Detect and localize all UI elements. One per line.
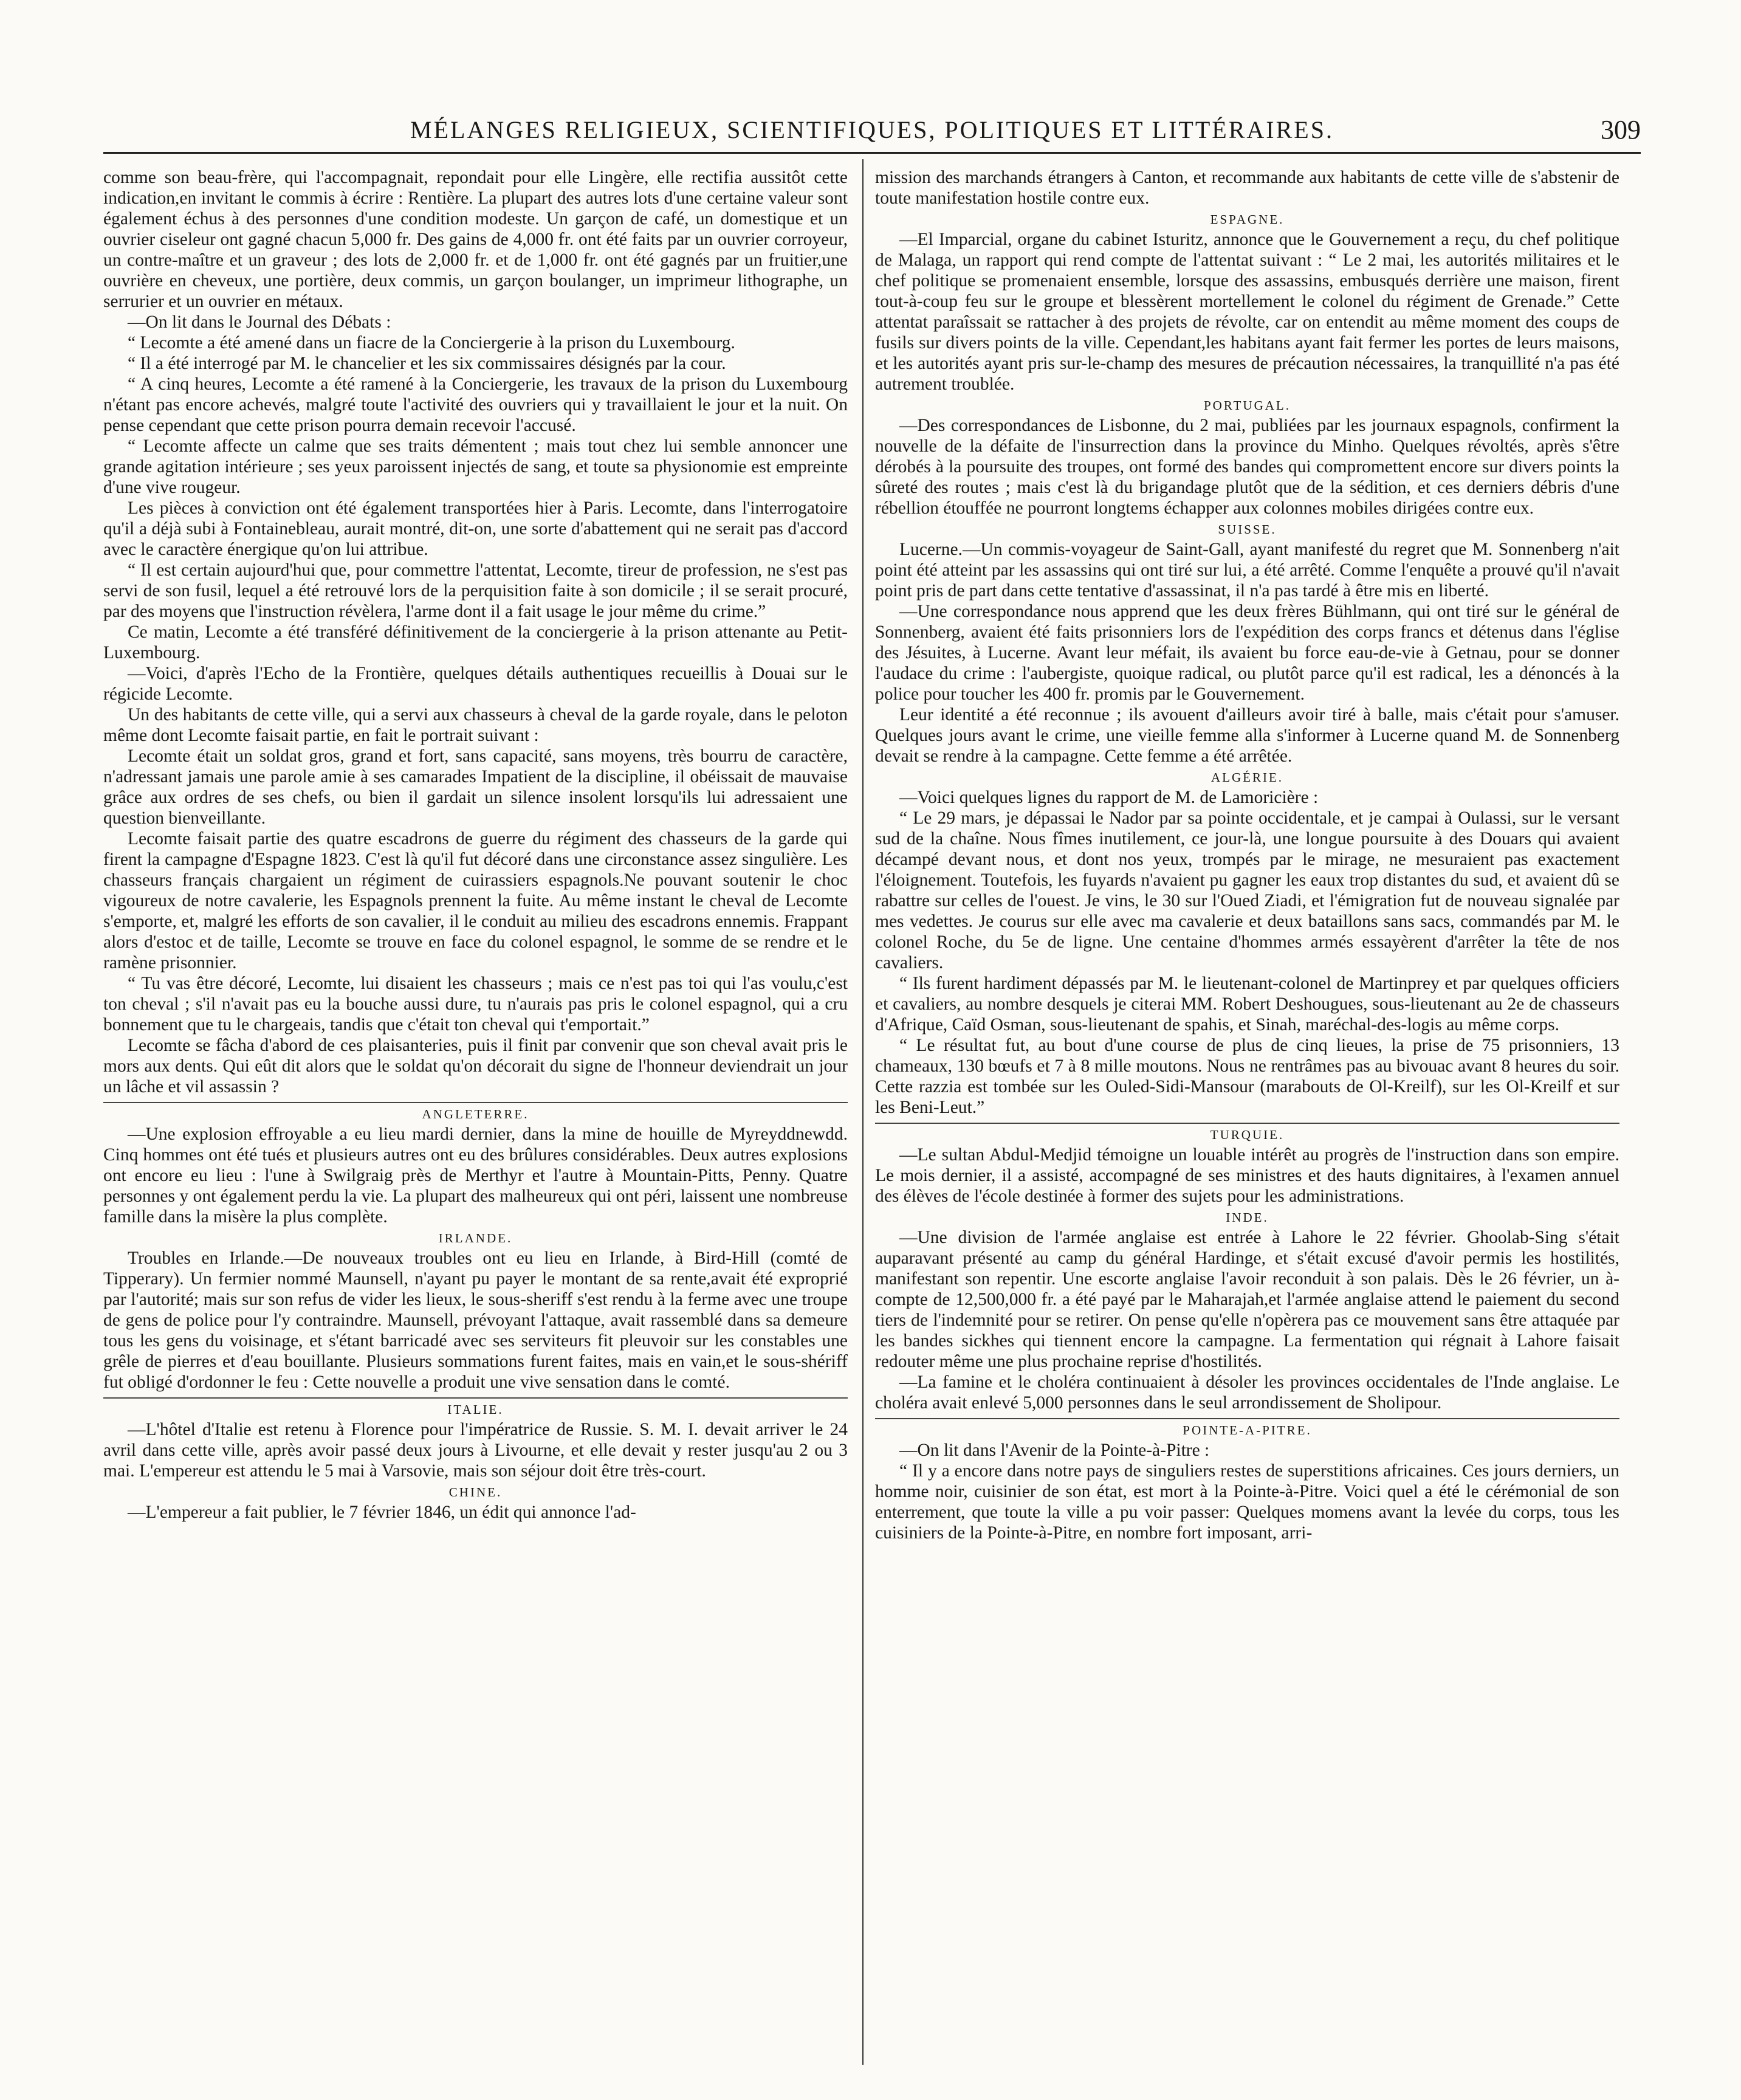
- section-heading: CHINE.: [448, 1485, 503, 1499]
- right-column: [875, 167, 1619, 2070]
- article-paragraph: —L'empereur a fait publier, le 7 février 1846, un édit qui annonce l'ad-: [128, 1503, 636, 1522]
- article-paragraph: —El Imparcial, organe du cabinet Isturitz, annonce que le Gouvernement a reçu, du chef politique de Malaga, un rapport qui rend compte de l'attentat suivant : “ Le 2 mai, les autorités militaires et le chef politique se promenaient ensemble, lorsque des assassins, embusqués derrière une maison, firent tout-à-coup feu sur le groupe et blessèrent mortellement le colonel du régiment de Grenade.” Cette attentat paraîssait se rattacher à des projets de révolte, car on entendit au même moment des coups de fusils sur divers points de la ville. Cependant,les habitans ayant fait fermer les portes de leurs maisons, et les autorités ayant pris sur-le-champ des mesures de précaution nécessaires, la tranquillité n'a pas été autrement troublée.: [875, 230, 1619, 394]
- section-heading: ALGÉRIE.: [1210, 770, 1284, 785]
- article-paragraph: “ Le 29 mars, je dépassai le Nador par sa pointe occidentale, et je campai à Oulassi, sur le versant sud de la chaîne. Nous fîmes inutilement, ce jour-là, une longue poursuite à des Douars qui avaient décampé devant nous, et dont nos yeux, trompés par le mirage, ne mesuraient pas exactement l'éloignement. Toutefois, les fuyards n'avaient pu gagner les eaux trop distantes du sud, et avaient dû se rabattre sur celles de l'ouest. Je vins, le 30 sur l'Oued Ziadi, et l'émigration fut de nouveau signalée par mes vedettes. Je courus sur elle avec ma cavalerie et deux bataillons sans sacs, commandés par M. le colonel Roche, du 5e de ligne. Une centaine d'hommes armés essayèrent d'arrêter la tête de nos cavaliers.: [875, 808, 1619, 973]
- article-paragraph: mission des marchands étrangers à Canton, et recommande aux habitants de cette ville de s'abstenir de toute manifestation hostile contre eux.: [875, 168, 1619, 208]
- article-paragraph: Ce matin, Lecomte a été transféré définitivement de la conciergerie à la prison attenante au Petit-Luxembourg.: [103, 622, 848, 663]
- article-paragraph: “ Il est certain aujourd'hui que, pour commettre l'attentat, Lecomte, tireur de profession, ne s'est pas servi de son fusil, lequel a été retrouvé lors de la perquisition faite à son domicile ; il se serait procuré, par des moyens que l'instruction révèlera, l'arme dont il a fait usage le jour même du crime.”: [103, 560, 848, 621]
- article-paragraph: “ Lecomte affecte un calme que ses traits démentent ; mais tout chez lui semble annoncer une grande agitation intérieure ; ses yeux paroissent injectés de sang, et toute sa physionomie est empreinte d'une vive rougeur.: [103, 436, 848, 497]
- article-paragraph: —Une division de l'armée anglaise est entrée à Lahore le 22 février. Ghoolab-Sing s'était auparavant présenté au camp du général Hardinge, et s'était excusé d'avoir permis les hostilités, manifestant son repentir. Une escorte anglaise l'avoir reconduit à son palais. Dès le 26 février, un à-compte de 12,500,000 fr. a été payé par le Maharajah,et l'armée anglaise attend le paiement du second tiers de l'indemnité pour se retirer. On pense qu'elle n'opèrera pas ce mouvement sans être attaquée par les bandes sickhes qui tiennent encore la campagne. La fermentation qui régnait à Lahore faisait redouter même une plus prochaine reprise d'hostilités.: [875, 1228, 1619, 1371]
- section-heading: ESPAGNE.: [1210, 212, 1285, 227]
- article-paragraph: Lecomte faisait partie des quatre escadrons de guerre du régiment des chasseurs de la garde qui firent la campagne d'Espagne 1823. C'est là qu'il fut décoré dans une circonstance assez singulière. Les chasseurs français chargaient un régiment de cuirassiers espagnols.Ne pouvant soutenir le choc vigoureux de notre cavalerie, les Espagnols prennent la fuite. Au même instant le cheval de Lecomte s'emporte, et, malgré les efforts de son cavalier, il le conduit au milieu des escadrons ennemis. Frappant alors d'estoc et de taille, Lecomte se trouve en face du colonel espagnol, le somme de se rendre et le ramène prisonnier.: [103, 829, 848, 973]
- article-paragraph: —Voici quelques lignes du rapport de M. de Lamoricière :: [899, 788, 1319, 807]
- section-heading: POINTE-A-PITRE.: [875, 1418, 1619, 1439]
- article-paragraph: Lecomte était un soldat gros, grand et fort, sans capacité, sans moyens, très bourru de caractère, n'adressant jamais une parole amie à ses camarades Impatient de la discipline, il obéissait de mauvaise grâce aux ordres de ses chefs, ou bien il gardait un silence insolent lorsqu'ils lui adressaient une question bienveillante.: [103, 746, 848, 828]
- section-heading: ITALIE.: [103, 1397, 848, 1418]
- page-number: 309: [1601, 115, 1641, 145]
- article-paragraph: —On lit dans le Journal des Débats :: [128, 312, 391, 332]
- article-paragraph: “ A cinq heures, Lecomte a été ramené à la Conciergerie, les travaux de la prison du Luxembourg n'étant pas encore achevés, malgré toute l'activité des ouvriers qui y travaillaient le jour et la nuit. On pense cependant que cette prison pourra demain recevoir l'accusé.: [103, 374, 848, 435]
- article-paragraph: —Une explosion effroyable a eu lieu mardi dernier, dans la mine de houille de Myreyddnewdd. Cinq hommes ont été tués et plusieurs autres ont eu des brûlures considérables. Deux autres explosions ont encore eu lieu : l'une à Swilgraig près de Merthyr et l'autre à Mountain-Pitts, Penny. Quatre personnes y ont également perdu la vie. La plupart des malheureux qui ont péri, laissent une nombreuse famille dans la misère la plus complète.: [103, 1124, 848, 1227]
- article-paragraph: Les pièces à conviction ont été également transportées hier à Paris. Lecomte, dans l'interrogatoire qu'il a déjà subi à Fontainebleau, aurait montré, dit-on, une sorte d'abattement qui ne serait pas d'accord avec le caractère énergique qu'on lui attribue.: [103, 498, 848, 559]
- article-paragraph: “ Ils furent hardiment dépassés par M. le lieutenant-colonel de Martinprey et par quelques officiers et cavaliers, au nombre desquels je citerai MM. Robert Deshougues, sous-lieutenant au 2e de chasseurs d'Afrique, Caïd Osman, sous-lieutenant de spahis, et Sinah, maréchal-des-logis au même corps.: [875, 974, 1619, 1035]
- section-heading: SUISSE.: [1218, 522, 1277, 537]
- article-paragraph: “ Tu vas être décoré, Lecomte, lui disaient les chasseurs ; mais ce n'est pas toi qui l'as voulu,c'est ton cheval ; s'il n'avait pas eu la bouche aussi dure, tu n'aurais pas pris le colonel espagnol, qui a cru bonnement que tu le chargeais, tandis que c'était ton cheval qui t'emportait.”: [103, 974, 848, 1035]
- page-header: [103, 109, 1641, 154]
- article-paragraph: —Voici, d'après l'Echo de la Frontière, quelques détails authentiques recueillis à Douai sur le régicide Lecomte.: [103, 664, 848, 704]
- article-paragraph: Leur identité a été reconnue ; ils avouent d'ailleurs avoir tiré à balle, mais c'était pour s'amuser. Quelques jours avant le crime, une vieille femme alla s'informer à Lucerne quand M. de Sonnenberg devait se rendre à la campagne. Cette femme a été arrêtée.: [875, 705, 1619, 766]
- article-paragraph: Troubles en Irlande.—De nouveaux troubles ont eu lieu en Irlande, à Bird-Hill (comté de Tipperary). Un fermier nommé Maunsell, n'ayant pu payer le montant de sa rente,avait été exproprié par l'autorité; mais sur son refus de vider les lieux, le sous-sheriff s'est rendu à la ferme avec une troupe de gens de police pour l'y contraindre. Maunsell, prévoyant l'attaque, avait rassemblé dans sa demeure tous les gens du voisinage, et s'étant barricadé avec ses serviteurs fit pleuvoir sur les constables une grêle de pierres et d'eau bouillante. Plusieurs sommations furent faites, mais en vain,et le sous-shériff fut obligé d'ordonner le feu : Cette nouvelle a produit une vive sensation dans le comté.: [103, 1248, 848, 1392]
- left-column: [103, 167, 848, 2070]
- article-paragraph: “ Il y a encore dans notre pays de singuliers restes de superstitions africaines. Ces jours derniers, un homme noir, cuisinier de son état, est mort à la Pointe-à-Pitre. Voici quel a été le cérémonial de son enterrement, que toute la ville a pu voir passer: Quelques momens avant la levée du corps, tous les cuisiniers de la Pointe-à-Pitre, en nombre fort imposant, arri-: [875, 1461, 1619, 1543]
- section-heading: TURQUIE.: [875, 1123, 1619, 1143]
- article-paragraph: —On lit dans l'Avenir de la Pointe-à-Pitre :: [899, 1441, 1210, 1460]
- article-paragraph: comme son beau-frère, qui l'accompagnait, repondait pour elle Lingère, elle rectifia aussitôt cette indication,en invitant le commis à écrire : Rentière. La plupart des autres lots d'une certaine valeur sont également échus à des personnes d'une condition modeste. Un garçon de café, un domestique et un ouvrier ciseleur ont gagné chacun 5,000 fr. Des gains de 4,000 fr. ont été faits par un ouvrier corroyeur, un contre-maître et un graveur ; des lots de 2,000 fr. et de 1,000 fr. ont été gagnés par un fruitier,une ouvrière en cheveux, une portière, deux commis, un garçon boulanger, un imprimeur lithographe, un serrurier et un ouvrier en métaux.: [103, 168, 848, 311]
- article-paragraph: “ Lecomte a été amené dans un fiacre de la Conciergerie à la prison du Luxembourg.: [128, 333, 735, 353]
- article-paragraph: “ Il a été interrogé par M. le chancelier et les six commissaires désignés par la cour.: [128, 354, 726, 373]
- article-paragraph: —Le sultan Abdul-Medjid témoigne un louable intérêt au progrès de l'instruction dans son empire. Le mois dernier, il a assisté, accompagné de ses ministres et des hauts dignitaires, à l'examen annuel des élèves de l'école destinée à former des sujets pour les administrations.: [875, 1145, 1619, 1206]
- article-paragraph: —Des correspondances de Lisbonne, du 2 mai, publiées par les journaux espagnols, confirment la nouvelle de la défaite de l'insurrection dans la province du Minho. Quelques révoltés, après s'être dérobés à la poursuite des troupes, ont formé des bandes qui compromettent encore sur divers points la sûreté des routes ; mais c'est là du brigandage plutôt que de la sédition, et ces derniers débris d'une rébellion étouffée ne pourront longtems échapper aux colonnes mobiles dirigées contre eux.: [875, 416, 1619, 518]
- article-paragraph: —L'hôtel d'Italie est retenu à Florence pour l'impératrice de Russie. S. M. I. devait arriver le 24 avril dans cette ville, après avoir passé deux jours à Livourne, et elle devait y rester jusqu'au 2 ou 3 mai. L'empereur est attendu le 5 mai à Varsovie, mais son séjour doit être très-court.: [103, 1420, 848, 1481]
- section-heading: ANGLETERRE.: [103, 1102, 848, 1123]
- article-paragraph: “ Le résultat fut, au bout d'une course de plus de cinq lieues, la prise de 75 prisonniers, 13 chameaux, 130 bœufs et 7 à 8 mille moutons. Nous ne rentrâmes pas au bivouac avant 8 heures du soir. Cette razzia est tombée sur les Ouled-Sidi-Mansour (marabouts de Ol-Kreilf), sur les Ol-Kreilf et sur les Beni-Leut.”: [875, 1036, 1619, 1117]
- article-paragraph: Lecomte se fâcha d'abord de ces plaisanteries, puis il finit par convenir que son cheval avait pris le mors aux dents. Qui eût dit alors que le soldat qu'on décorait du signe de l'honneur deviendrait un jour un lâche et vil assassin ?: [103, 1036, 848, 1096]
- section-heading: INDE.: [1226, 1210, 1269, 1225]
- article-paragraph: Un des habitants de cette ville, qui a servi aux chasseurs à cheval de la garde royale, dans le peloton même dont Lecomte faisait partie, en fait le portrait suivant :: [103, 705, 848, 745]
- article-paragraph: Lucerne.—Un commis-voyageur de Saint-Gall, ayant manifesté du regret que M. Sonnenberg n'ait point été atteint par les assassins qui ont tiré sur lui, a été arrêté. Comme l'enquête a prouvé qu'il n'avait point pris de part dans cette tentative d'assassinat, il n'a pas tardé à être mis en liberté.: [875, 540, 1619, 601]
- section-heading: PORTUGAL.: [1204, 398, 1291, 413]
- running-title: MÉLANGES RELIGIEUX, SCIENTIFIQUES, POLITIQUES ET LITTÉRAIRES.: [410, 116, 1334, 143]
- article-paragraph: —Une correspondance nous apprend que les deux frères Bühlmann, qui ont tiré sur le général de Sonnenberg, avaient été faits prisonniers lors de l'expédition des corps francs et détenus dans l'église des Jésuites, à Lucerne. Avant leur méfait, ils avaient bu force eau-de-vie à Getnau, pour se donner l'audace du crime : l'aubergiste, quoique radical, ou plutôt parce qu'il est radical, les a dénoncés à la police pour toucher les 400 fr. promis par le Gouvernement.: [875, 602, 1619, 704]
- column-divider: [862, 159, 864, 2065]
- section-heading: IRLANDE.: [438, 1231, 513, 1245]
- article-paragraph: —La famine et le choléra continuaient à désoler les provinces occidentales de l'Inde anglaise. Le choléra avait enlevé 5,000 personnes dans le seul arrondissement de Sholipour.: [875, 1372, 1619, 1413]
